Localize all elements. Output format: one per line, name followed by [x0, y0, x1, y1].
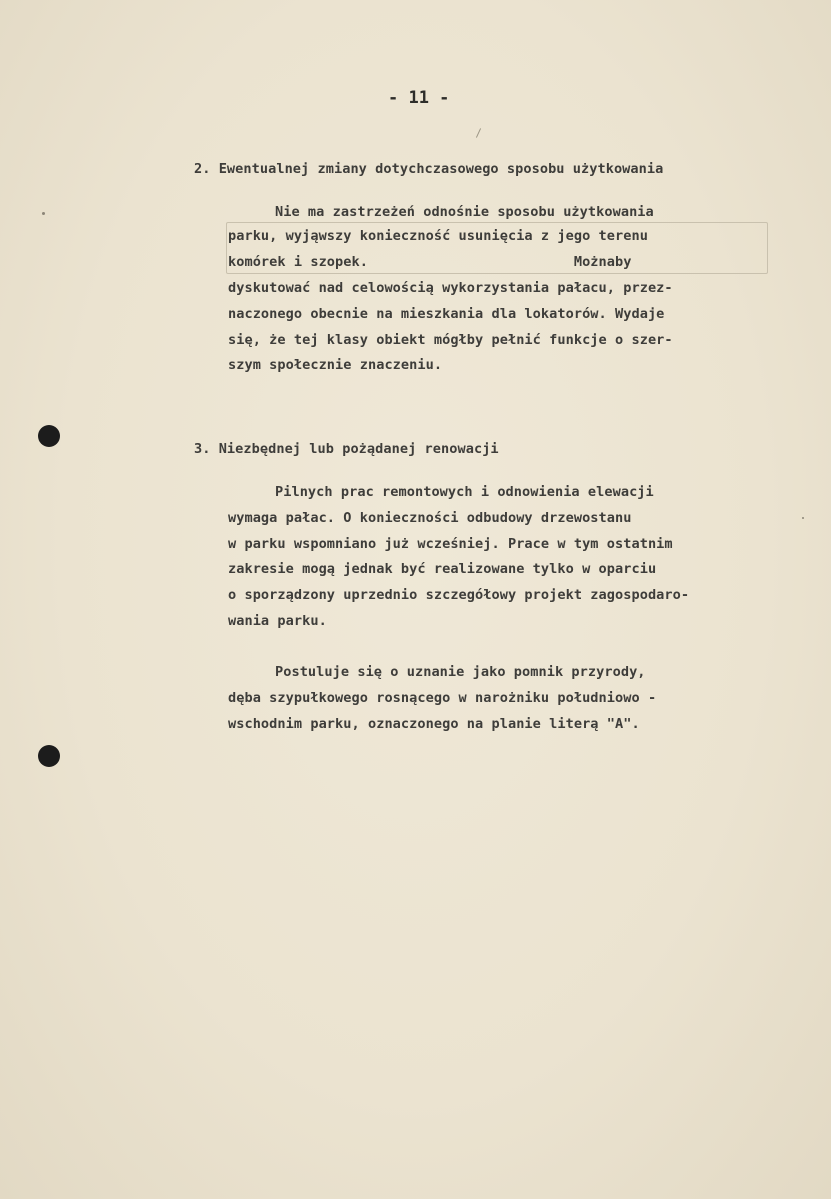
section-3-paragraph-1-line: w parku wspomniano już wcześniej. Prace w tym ostatnim: [228, 536, 673, 552]
section-3-paragraph-1-line: zakresie mogą jednak być realizowane tylko w oparciu: [228, 561, 657, 577]
section-3-paragraph-1-line: o sporządzony uprzednio szczegółowy projekt zagospodaro-: [228, 587, 690, 603]
page-number: - 11 -: [388, 88, 450, 108]
section-2-line: się, że tej klasy obiekt mógłby pełnić funkcje o szer-: [228, 332, 673, 348]
section-3-paragraph-1-line: wania parku.: [228, 613, 327, 629]
section-2-line: Nie ma zastrzeżeń odnośnie sposobu użytkowania: [275, 204, 654, 220]
paper-speck: [42, 212, 45, 215]
punch-hole-bottom: [38, 745, 60, 767]
section-2-line: komórek i szopek. Możnaby: [228, 254, 632, 270]
paper-speck: [802, 517, 804, 519]
section-2-line: naczonego obecnie na mieszkania dla lokatorów. Wydaje: [228, 306, 665, 322]
section-3-paragraph-1-line: Pilnych prac remontowych i odnowienia elewacji: [275, 484, 654, 500]
pencil-mark: [476, 128, 481, 137]
punch-hole-top: [38, 425, 60, 447]
section-3-paragraph-1-line: wymaga pałac. O konieczności odbudowy drzewostanu: [228, 510, 632, 526]
section-2-line: szym społecznie znaczeniu.: [228, 357, 443, 373]
section-2-heading: 2. Ewentualnej zmiany dotychczasowego sposobu użytkowania: [194, 161, 664, 177]
section-3-paragraph-2-line: dęba szypułkowego rosnącego w narożniku południowo -: [228, 690, 657, 706]
section-2-line: parku, wyjąwszy konieczność usunięcia z jego terenu: [228, 228, 648, 244]
section-3-paragraph-2-line: wschodnim parku, oznaczonego na planie literą "A".: [228, 716, 640, 732]
section-3-paragraph-2-line: Postuluje się o uznanie jako pomnik przyrody,: [275, 664, 646, 680]
section-3-heading: 3. Niezbędnej lub pożądanej renowacji: [194, 441, 499, 457]
section-2-line: dyskutować nad celowością wykorzystania pałacu, przez-: [228, 280, 673, 296]
